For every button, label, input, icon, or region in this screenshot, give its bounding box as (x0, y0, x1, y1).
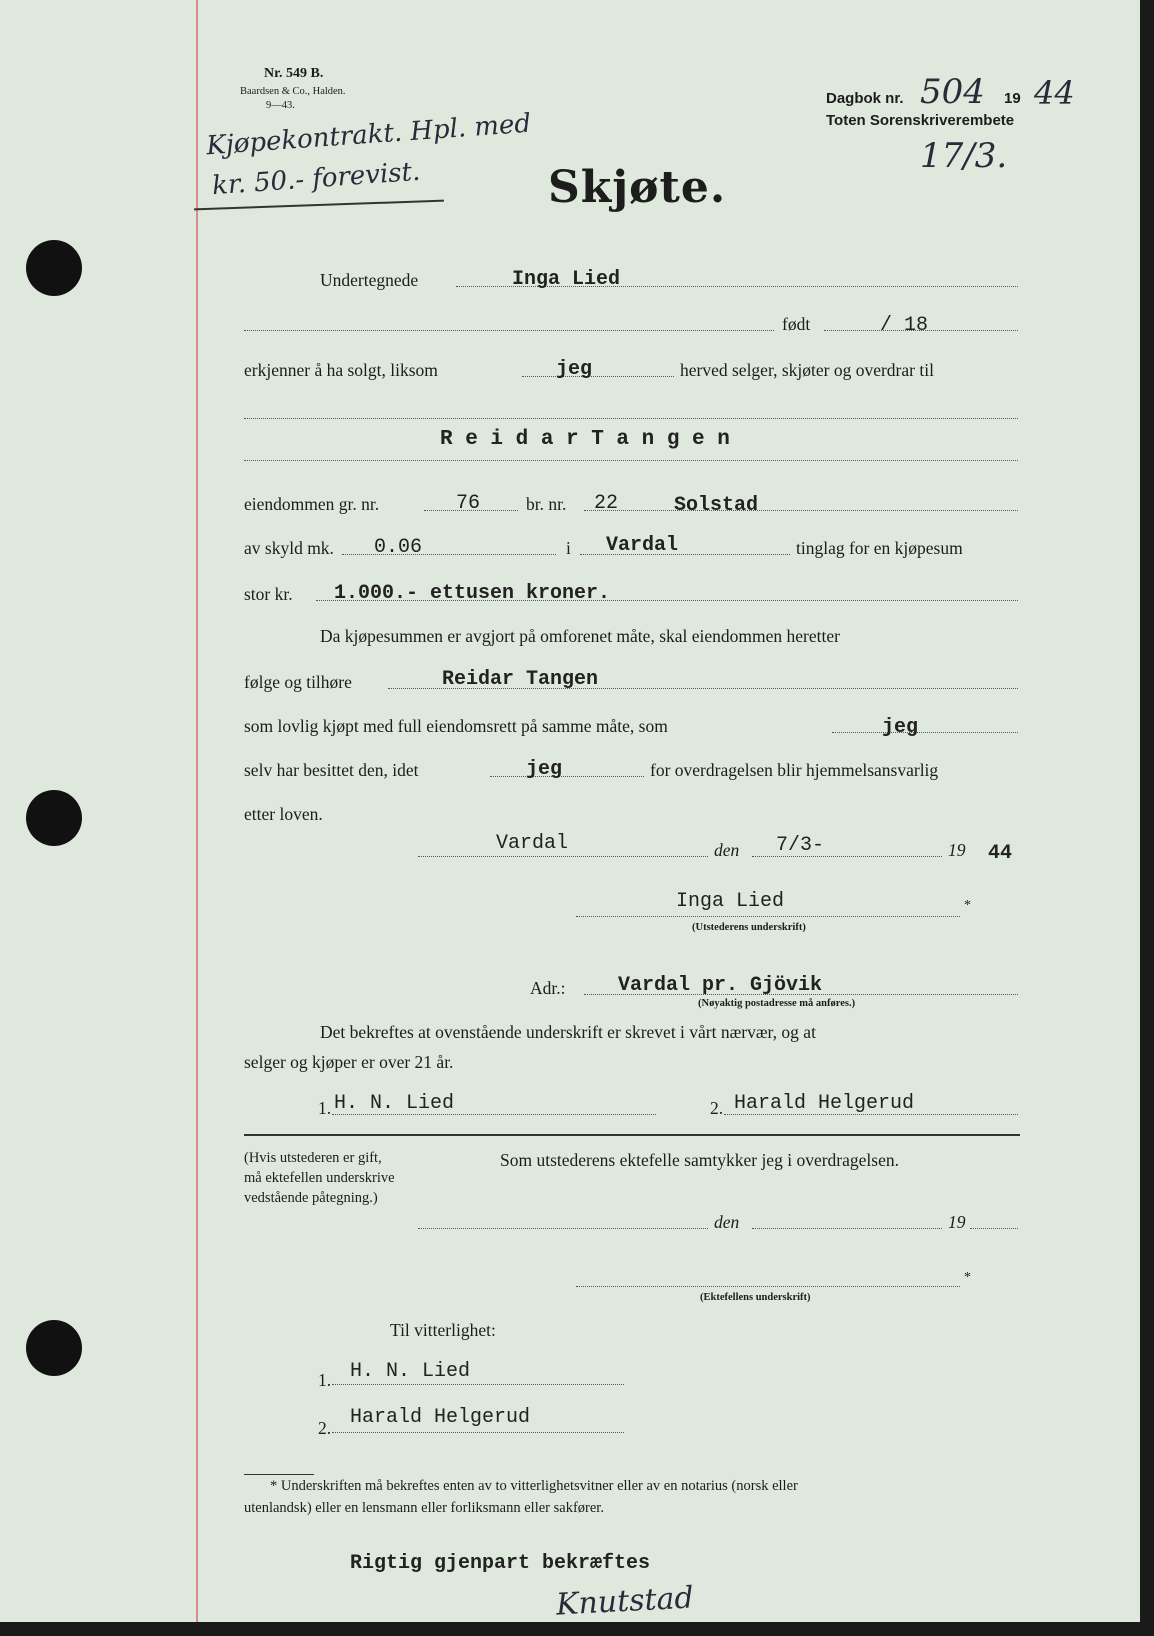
erkjenner-field-line (522, 376, 674, 377)
skyld-value: 0.06 (374, 536, 423, 559)
seller-signature: Inga Lied (676, 890, 785, 913)
property-name: Solstad (674, 494, 759, 517)
signature-caption: (Utstederens underskrift) (692, 922, 806, 933)
tinglag-text: tinglag for en kjøpesum (796, 538, 963, 558)
vitterlighet-w2-line (332, 1432, 624, 1433)
lovlig-value: jeg (882, 716, 919, 739)
spouse-year-field-line (970, 1228, 1018, 1229)
document-title: Skjøte. (548, 162, 727, 213)
lovlig-label: som lovlig kjøpt med full eiendomsrett på samme måte, som (244, 716, 668, 736)
spouse-year-prefix: 19 (948, 1212, 966, 1232)
selv-label: selv har besittet den, idet (244, 760, 419, 780)
signing-year-prefix: 19 (948, 840, 966, 860)
selv-suffix: for overdragelsen blir hjemmelsansvarlig (650, 760, 939, 780)
br-nr-value: 22 (594, 492, 619, 515)
spouse-place-field-line (418, 1228, 708, 1229)
undertegnede-label: Undertegnede (320, 270, 419, 290)
selv-field-line (490, 776, 644, 777)
eiendommen-label: eiendommen gr. nr. (244, 494, 380, 514)
signing-den-label: den (714, 840, 740, 860)
gr-nr-value: 76 (456, 492, 481, 515)
spouse-den-label: den (714, 1212, 740, 1232)
office-name: Toten Sorenskriverembete (826, 112, 1015, 129)
erkjenner-label: erkjenner å ha solgt, liksom (244, 360, 438, 380)
fodt-value: / 18 (880, 314, 929, 337)
signing-year-suffix: 44 (988, 842, 1013, 865)
certification-signature: Knutstad (555, 1580, 695, 1623)
signature-line (576, 916, 960, 917)
i-label: i (566, 538, 571, 558)
spouse-note-line1: (Hvis utstederen er gift, (244, 1150, 382, 1166)
vitterlighet-w2-name: Harald Helgerud (350, 1406, 531, 1429)
footnote-line1: * Underskriften må bekreftes enten av to vitterlighetsvitner eller av en notarius (norsk eller (270, 1478, 798, 1494)
witness1-name: H. N. Lied (334, 1092, 455, 1115)
br-nr-field-line (584, 510, 1018, 511)
vitterlighet-w2-number: 2. (318, 1418, 332, 1438)
address-caption: (Nøyaktig postadresse må anføres.) (698, 998, 856, 1009)
place-field-line (418, 856, 708, 857)
stor-label: stor kr. (244, 584, 293, 604)
witness2-number: 2. (710, 1098, 724, 1118)
buyer-name: R e i d a r T a n g e n (440, 428, 730, 451)
vitterlighet-label: Til vitterlighet: (390, 1320, 496, 1340)
witness-statement-line1: Det bekreftes at ovenstående underskrift er skrevet i vårt nærvær, og at (320, 1022, 816, 1042)
footnote-rule (244, 1474, 314, 1475)
dagbok-number: 504 (920, 72, 985, 112)
margin-note-line1: Kjøpekontrakt. Hpl. med (205, 108, 532, 162)
spouse-note-line3: vedstående påtegning.) (244, 1190, 378, 1206)
print-date: 9—43. (266, 100, 295, 111)
buyer-field-line (244, 460, 1018, 461)
dagbok-label: Dagbok nr. (826, 90, 904, 107)
signing-place: Vardal (496, 832, 569, 855)
witness1-number: 1. (318, 1098, 332, 1118)
selv-value: jeg (526, 758, 563, 781)
etter-loven: etter loven. (244, 804, 323, 824)
folge-value: Reidar Tangen (442, 668, 599, 691)
spouse-signature-caption: (Ektefellens underskrift) (700, 1292, 811, 1303)
skyld-label: av skyld mk. (244, 538, 334, 558)
margin-note-line2: kr. 50.- forevist. (211, 156, 422, 202)
herved-text: herved selger, skjøter og overdrar til (680, 360, 934, 380)
punch-hole (26, 240, 82, 296)
dagbok-year-suffix: 44 (1034, 74, 1075, 112)
punch-hole (26, 790, 82, 846)
spouse-signature-line (576, 1286, 960, 1287)
certification-text: Rigtig gjenpart bekræftes (350, 1552, 651, 1575)
witness-statement-line2: selger og kjøper er over 21 år. (244, 1052, 454, 1072)
br-nr-label: br. nr. (526, 494, 567, 514)
signature-star: * (964, 898, 971, 913)
line-fill (244, 330, 774, 331)
printer-name: Baardsen & Co., Halden. (240, 86, 346, 97)
line-fill (244, 418, 1018, 419)
folge-label: følge og tilhøre (244, 672, 352, 692)
vitterlighet-w1-line (332, 1384, 624, 1385)
vitterlighet-w1-name: H. N. Lied (350, 1360, 471, 1383)
registry-date-note: 17/3. (920, 136, 1008, 176)
para2-line1: Da kjøpesummen er avgjort på omforenet måte, skal eiendommen heretter (320, 626, 840, 646)
margin-rule (196, 0, 198, 1622)
lovlig-field-line (832, 732, 1018, 733)
witness2-name: Harald Helgerud (734, 1092, 915, 1115)
vitterlighet-w1-number: 1. (318, 1370, 332, 1390)
dagbok-year-prefix: 19 (1004, 90, 1021, 107)
form-number: Nr. 549 B. (264, 66, 324, 81)
spouse-date-field-line (752, 1228, 942, 1229)
fodt-label: født (782, 314, 811, 334)
price-text: 1.000.- ettusen kroner. (334, 582, 611, 605)
seller-name: Inga Lied (512, 268, 621, 291)
section-divider (244, 1134, 1020, 1136)
margin-note-underline (194, 200, 444, 210)
spouse-star: * (964, 1270, 971, 1285)
footnote-line2: utenlandsk) eller en lensmann eller forliksmann eller sakfører. (244, 1500, 604, 1516)
signing-date: 7/3- (776, 834, 825, 857)
municipality: Vardal (606, 534, 679, 557)
spouse-consent-text: Som utstederens ektefelle samtykker jeg i overdragelsen. (500, 1150, 899, 1170)
punch-hole (26, 1320, 82, 1376)
spouse-note-line2: må ektefellen underskrive (244, 1170, 395, 1186)
address-value: Vardal pr. Gjövik (618, 974, 823, 997)
address-label: Adr.: (530, 978, 566, 998)
erkjenner-value: jeg (556, 358, 593, 381)
